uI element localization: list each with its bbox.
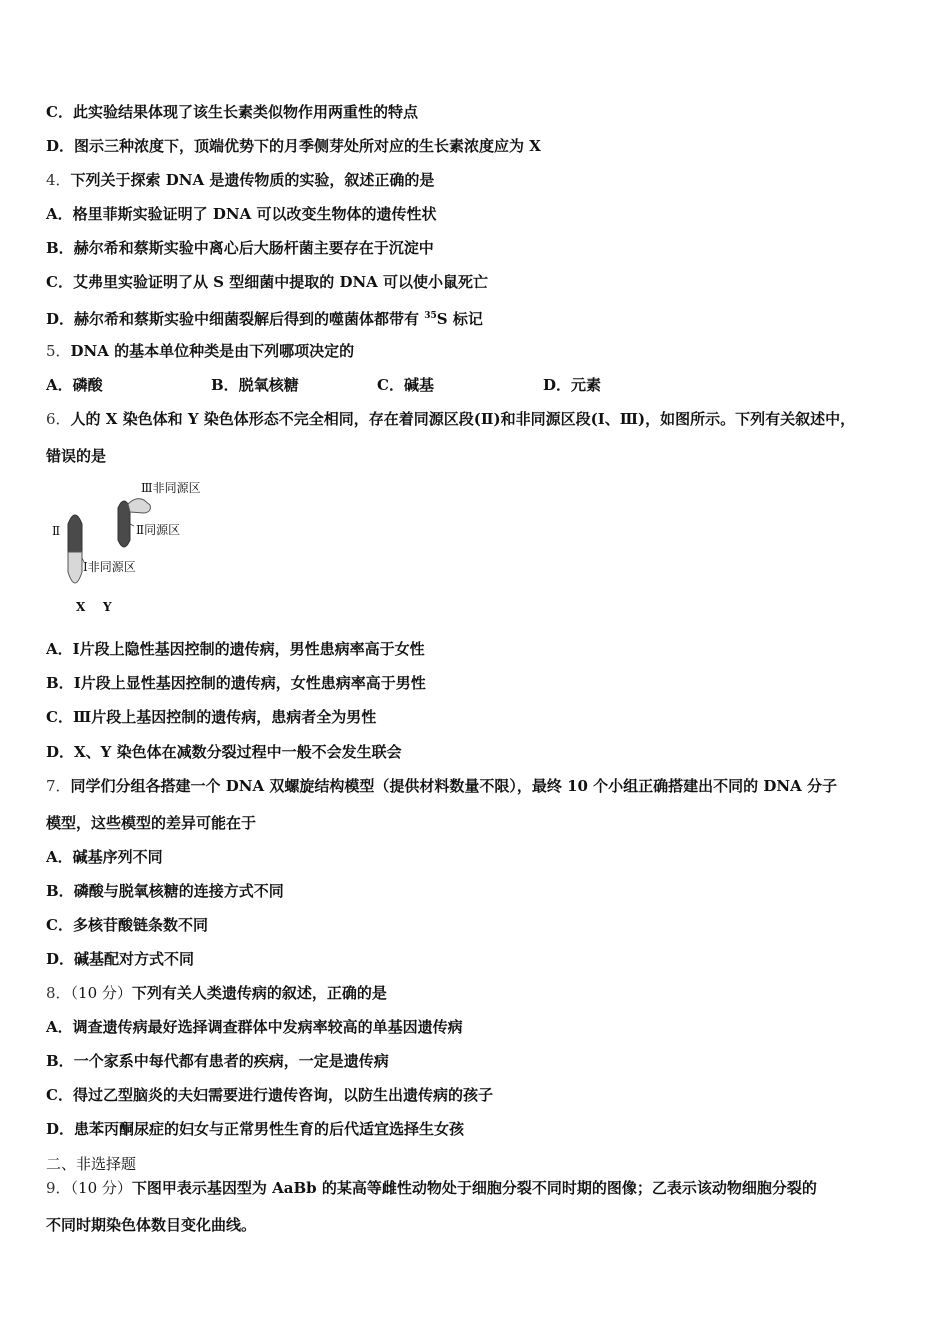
q7-option-a: A．碱基序列不同 bbox=[46, 848, 163, 866]
q6-stem-line2: 错误的是 bbox=[46, 447, 107, 465]
q3-option-c: C．此实验结果体现了该生长素类似物作用两重性的特点 bbox=[46, 103, 418, 121]
q7-option-b: B．磷酸与脱氧核糖的连接方式不同 bbox=[46, 882, 284, 900]
q8-option-b: B．一个家系中每代都有患者的疾病，一定是遗传病 bbox=[46, 1052, 389, 1070]
label-iii-nonhomologous: Ⅲ非同源区 bbox=[141, 481, 201, 495]
q7-option-c: C．多核苷酸链条数不同 bbox=[46, 916, 208, 934]
q3-option-d: D．图示三种浓度下，顶端优势下的月季侧芽处所对应的生长素浓度应为 X bbox=[46, 137, 541, 155]
q5-option-c: C．碱基 bbox=[377, 376, 434, 394]
q6-option-c: C．Ⅲ片段上基因控制的遗传病，患病者全为男性 bbox=[46, 708, 377, 726]
section-title-non-choice: 二、非选择题 bbox=[46, 1155, 137, 1173]
q5-option-b: B．脱氧核糖 bbox=[211, 376, 299, 394]
label-y: Y bbox=[103, 600, 112, 614]
q4-option-c: C．艾弗里实验证明了从 S 型细菌中提取的 DNA 可以使小鼠死亡 bbox=[46, 273, 489, 291]
q5-option-d: D．元素 bbox=[543, 376, 602, 394]
q7-option-d: D．碱基配对方式不同 bbox=[46, 950, 195, 968]
q8-option-a: A．调查遗传病最好选择调查群体中发病率较高的单基因遗传病 bbox=[46, 1018, 463, 1036]
q6-stem-line1: 6．人的 X 染色体和 Y 染色体形态不完全相同，存在着同源区段(Ⅱ)和非同源区段(Ⅰ、Ⅲ)，如图所示。下列有关叙述中， bbox=[46, 410, 856, 428]
q7-stem-line1: 7．同学们分组各搭建一个 DNA 双螺旋结构模型（提供材料数量不限），最终 10 个小组正确搭建出不同的 DNA 分子 bbox=[46, 777, 837, 795]
q6-option-d: D．X、Y 染色体在减数分裂过程中一般不会发生联会 bbox=[46, 743, 402, 761]
q6-option-a: A．Ⅰ片段上隐性基因控制的遗传病，男性患病率高于女性 bbox=[46, 640, 425, 658]
q9-stem-line1: 9．（10 分）下图甲表示基因型为 AaBb 的某高等雌性动物处于细胞分裂不同时期的图像；乙表示该动物细胞分裂的 bbox=[46, 1179, 817, 1197]
q5-stem: 5．DNA 的基本单位种类是由下列哪项决定的 bbox=[46, 342, 355, 360]
q8-stem: 8．（10 分）下列有关人类遗传病的叙述，正确的是 bbox=[46, 984, 387, 1002]
chromosome-figure bbox=[40, 472, 240, 622]
q5-option-a: A．磷酸 bbox=[46, 376, 103, 394]
q8-option-c: C．得过乙型脑炎的夫妇需要进行遗传咨询，以防生出遗传病的孩子 bbox=[46, 1086, 493, 1104]
xy-chromosome-diagram bbox=[40, 472, 240, 622]
label-x: X bbox=[76, 600, 86, 614]
q4-option-d: D．赫尔希和蔡斯实验中细菌裂解后得到的噬菌体都带有 $^{35}$S 标记 bbox=[46, 310, 483, 328]
q4-option-a: A．格里菲斯实验证明了 DNA 可以改变生物体的遗传性状 bbox=[46, 205, 437, 223]
label-ii-homologous: Ⅱ同源区 bbox=[136, 523, 181, 537]
q9-stem-line2: 不同时期染色体数目变化曲线。 bbox=[46, 1216, 257, 1234]
label-ii: Ⅱ bbox=[52, 524, 61, 538]
q4-stem: 4．下列关于探索 DNA 是遗传物质的实验，叙述正确的是 bbox=[46, 171, 435, 189]
label-i-nonhomologous: Ⅰ非同源区 bbox=[83, 560, 136, 574]
q8-option-d: D．患苯丙酮尿症的妇女与正常男性生育的后代适宜选择生女孩 bbox=[46, 1120, 465, 1138]
q4-option-b: B．赫尔希和蔡斯实验中离心后大肠杆菌主要存在于沉淀中 bbox=[46, 239, 434, 257]
q7-stem-line2: 模型，这些模型的差异可能在于 bbox=[46, 814, 257, 832]
q6-option-b: B．Ⅰ片段上显性基因控制的遗传病，女性患病率高于男性 bbox=[46, 674, 426, 692]
